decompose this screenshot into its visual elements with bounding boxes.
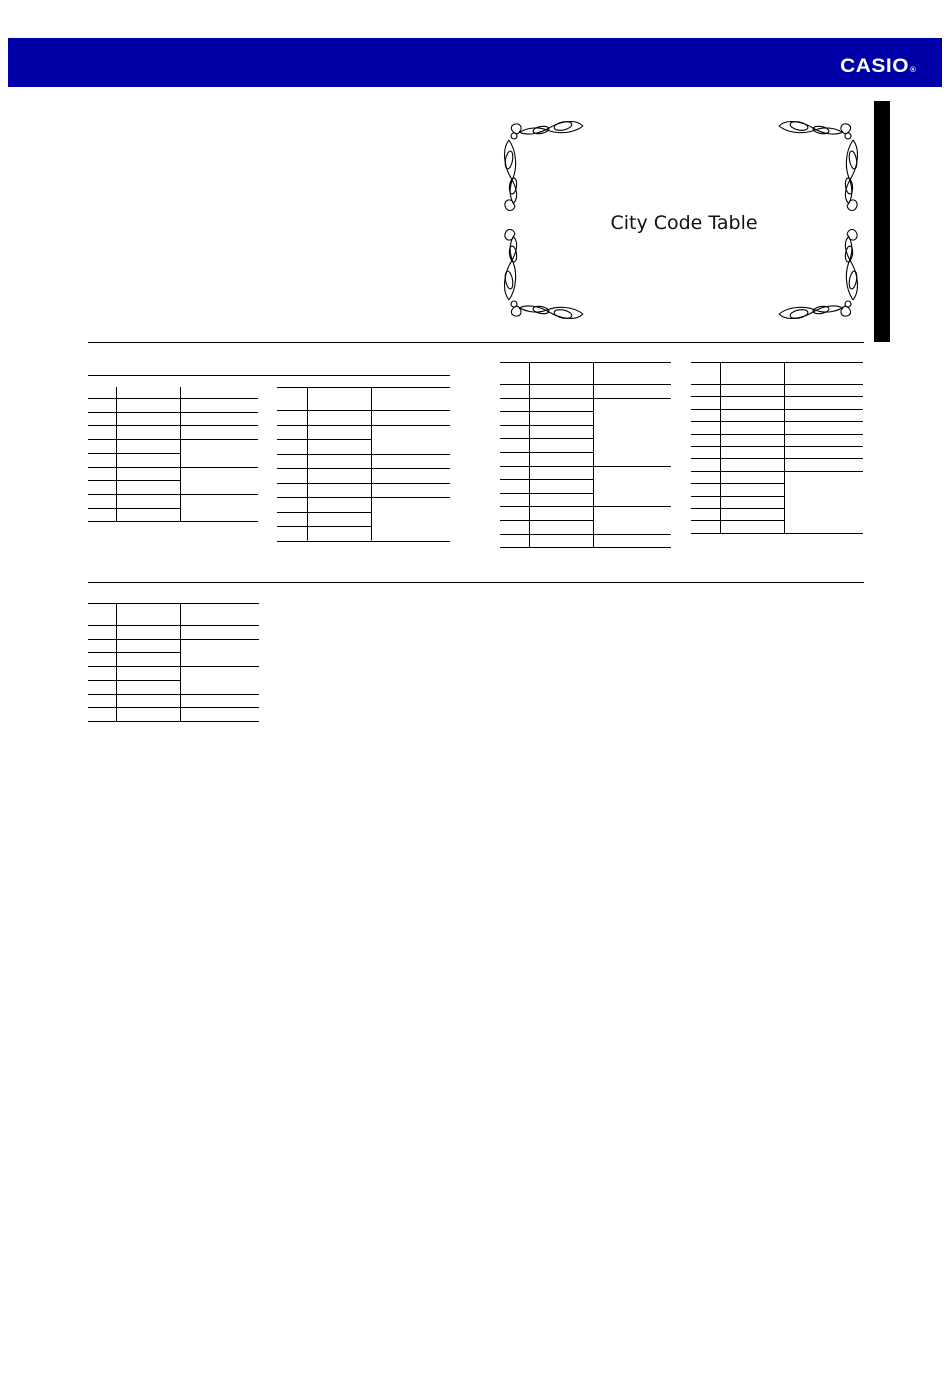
table-grid [88,603,260,723]
title-ornament-frame [497,116,865,324]
page-title: City Code Table [610,212,758,234]
brand-logo-text: CASIO [839,56,909,77]
table-grid [277,387,451,543]
header-bar [8,38,942,87]
table-grid [691,362,864,535]
section-side-tab [874,101,890,342]
city-table-3 [500,362,672,549]
table-grid [500,362,672,549]
brand-logo [840,57,916,76]
city-table-4 [691,362,864,535]
registered-mark: ® [909,67,916,74]
section-divider-bottom [88,582,864,583]
section-divider-top [88,342,864,343]
city-table-2 [277,387,451,543]
city-table-5 [88,603,260,723]
